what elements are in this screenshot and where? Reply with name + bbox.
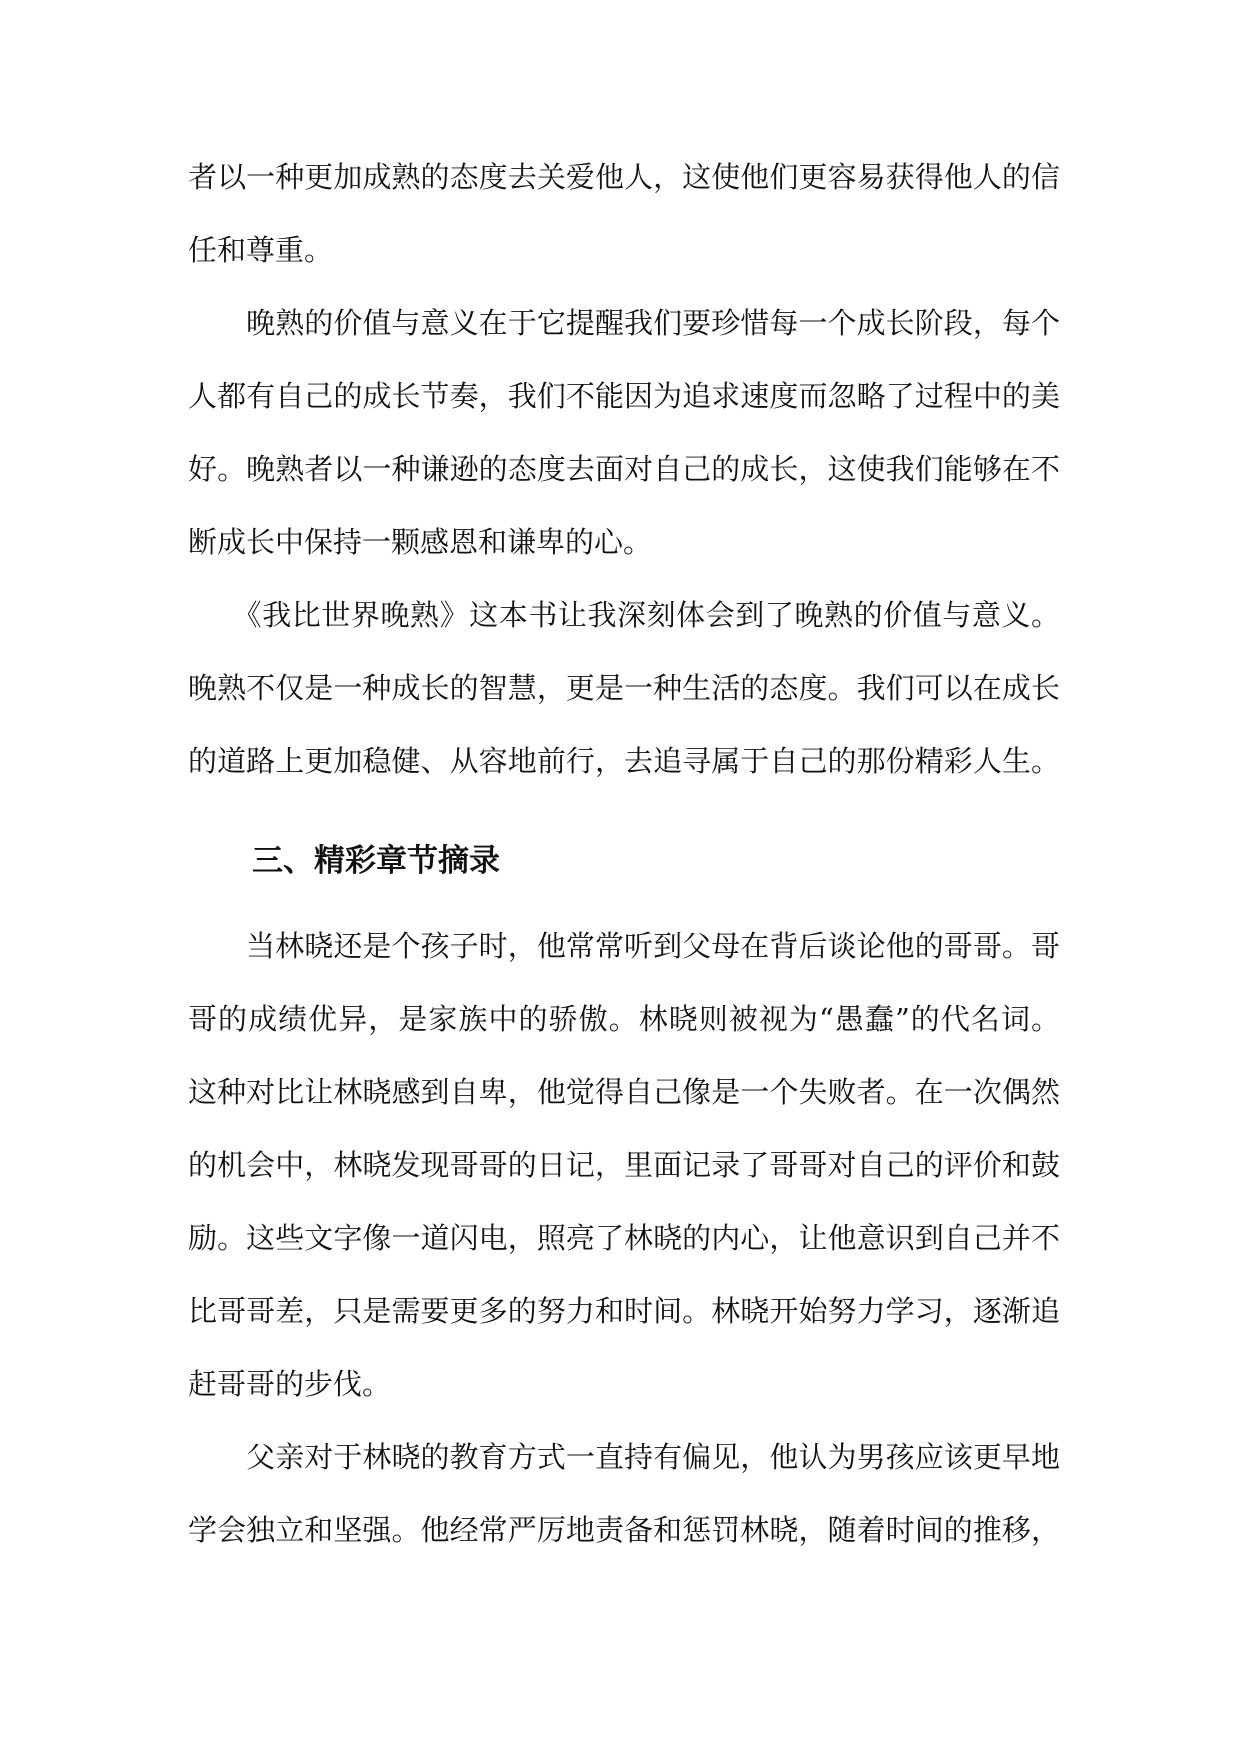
text-line: 者以一种更加成熟的态度去关爱他人，这使他们更容易获得他人的信 <box>188 160 1060 194</box>
text-line: 断成长中保持一颗感恩和谦卑的心。 <box>188 525 653 559</box>
text-line: 励。这些文字像一道闪电，照亮了林晓的内心，让他意识到自己并不 <box>188 1221 1060 1255</box>
text-line: 晚熟不仅是一种成长的智慧，更是一种生活的态度。我们可以在成长 <box>188 671 1060 705</box>
text-line: 这种对比让林晓感到自卑，他觉得自己像是一个失败者。在一次偶然 <box>188 1075 1060 1109</box>
paragraph-3 <box>188 579 1060 798</box>
text-line: 任和尊重。 <box>188 233 334 267</box>
paragraph-1 <box>188 141 1060 287</box>
section-heading: 三、精彩章节摘录 <box>252 843 500 879</box>
text-line: 比哥哥差，只是需要更多的努力和时间。林晓开始努力学习，逐渐追 <box>188 1294 1060 1328</box>
text-line: 好。晚熟者以一种谦逊的态度去面对自己的成长，这使我们能够在不 <box>188 452 1060 486</box>
text-line: 当林晓还是个孩子时，他常常听到父母在背后谈论他的哥哥。哥 <box>188 929 1060 963</box>
paragraph-5 <box>188 1421 1060 1567</box>
text-line: 父亲对于林晓的教育方式一直持有偏见，他认为男孩应该更早地 <box>188 1440 1060 1474</box>
text-line: 《我比世界晚熟》这本书让我深刻体会到了晚熟的价值与意义。 <box>188 598 1060 632</box>
text-line: 晚熟的价值与意义在于它提醒我们要珍惜每一个成长阶段，每个 <box>188 306 1060 340</box>
text-line: 的道路上更加稳健、从容地前行，去追寻属于自己的那份精彩人生。 <box>188 744 1060 778</box>
text-line: 哥的成绩优异，是家族中的骄傲。林晓则被视为“愚蠢”的代名词。 <box>188 1002 1060 1036</box>
paragraph-2 <box>188 287 1060 579</box>
paragraph-4 <box>188 910 1060 1421</box>
text-line: 赶哥哥的步伐。 <box>188 1367 392 1401</box>
document-body <box>188 141 1060 1567</box>
text-line: 学会独立和坚强。他经常严厉地责备和惩罚林晓，随着时间的推移， <box>188 1513 1060 1547</box>
text-line: 的机会中，林晓发现哥哥的日记，里面记录了哥哥对自己的评价和鼓 <box>188 1148 1060 1182</box>
text-line: 人都有自己的成长节奏，我们不能因为追求速度而忽略了过程中的美 <box>188 379 1060 413</box>
